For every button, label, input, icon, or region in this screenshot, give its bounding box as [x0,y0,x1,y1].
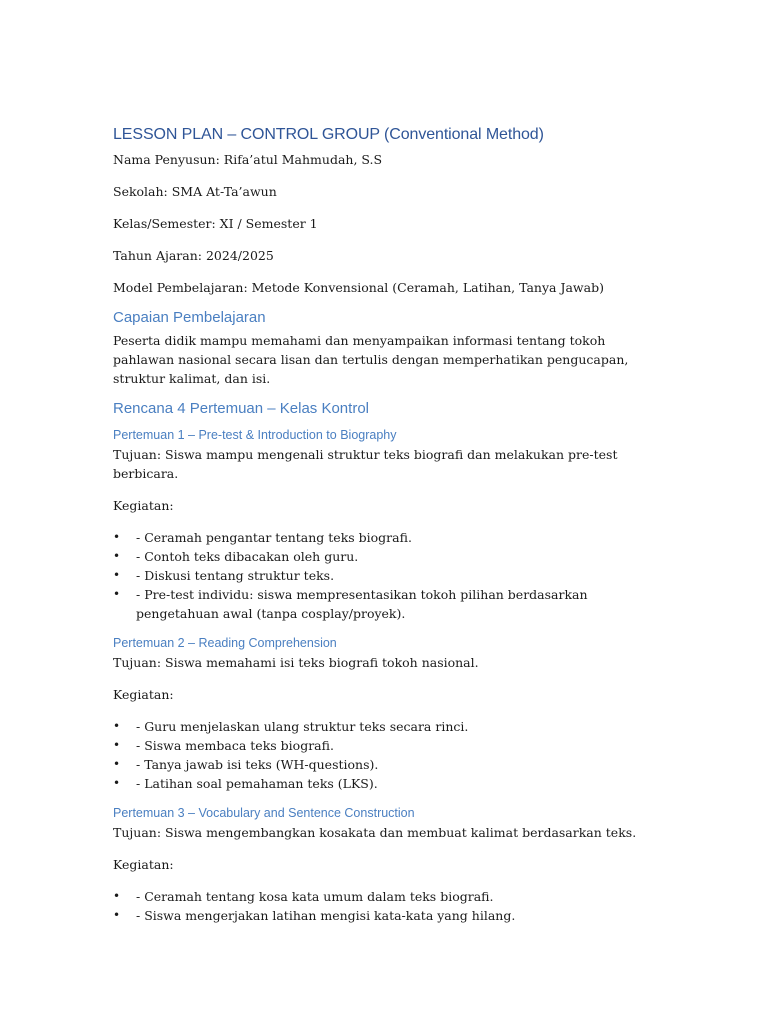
list-item [113,585,661,623]
list-item-text: - Diskusi tentang struktur teks. [136,568,335,583]
bullet-icon: • [113,757,121,771]
rencana-heading: Rencana 4 Pertemuan – Kelas Kontrol [113,400,369,417]
list-item [113,887,661,906]
meeting-3-activity-list [113,887,661,925]
list-item-text: - Ceramah tentang kosa kata umum dalam teks biografi. [136,889,494,904]
bullet-icon: • [113,530,121,544]
list-item-text: - Siswa mengerjakan latihan mengisi kata-kata yang hilang. [136,908,516,923]
document-title: LESSON PLAN – CONTROL GROUP (Conventional Method) [113,126,544,143]
list-item-text: - Siswa membaca teks biografi. [136,738,334,753]
capaian-text: Peserta didik mampu memahami dan menyampaikan informasi tentang tokoh pahlawan nasional secara lisan dan tertulis dengan memperhatikan pengucapan, struktur kalimat, dan isi. [113,333,629,386]
meta-author: Nama Penyusun: Rifa’atul Mahmudah, S.S [113,152,383,167]
list-item [113,906,661,925]
bullet-icon: • [113,549,121,563]
capaian-heading: Capaian Pembelajaran [113,309,266,326]
list-item [113,528,661,547]
bullet-icon: • [113,568,121,582]
list-item [113,717,661,736]
list-item-text: - Latihan soal pemahaman teks (LKS). [136,776,378,791]
list-item [113,736,661,755]
bullet-icon: • [113,587,121,601]
meeting-3-goal: Tujuan: Siswa mengembangkan kosakata dan membuat kalimat berdasarkan teks. [113,825,637,840]
meta-academic-year: Tahun Ajaran: 2024/2025 [113,248,274,263]
bullet-icon: • [113,776,121,790]
meeting-3-heading: Pertemuan 3 – Vocabulary and Sentence Construction [113,806,415,820]
list-item-text: - Ceramah pengantar tentang teks biografi. [136,530,412,545]
list-item-text: - Tanya jawab isi teks (WH-questions). [136,757,379,772]
bullet-icon: • [113,889,121,903]
list-item [113,774,661,793]
meeting-2-activity-list [113,717,661,793]
list-item-text: - Guru menjelaskan ulang struktur teks secara rinci. [136,719,469,734]
meeting-2-section [113,634,661,793]
meeting-1-goal: Tujuan: Siswa mampu mengenali struktur teks biografi dan melakukan pre-test berbicara. [113,447,618,481]
meeting-3-activities-label: Kegiatan: [113,857,174,872]
meeting-3-section [113,804,661,925]
meeting-1-activity-list [113,528,661,623]
document-page [113,124,661,936]
meeting-2-goal: Tujuan: Siswa memahami isi teks biografi tokoh nasional. [113,655,479,670]
list-item [113,547,661,566]
list-item [113,566,661,585]
list-item [113,755,661,774]
list-item-text: - Contoh teks dibacakan oleh guru. [136,549,359,564]
bullet-icon: • [113,908,121,922]
meeting-1-heading: Pertemuan 1 – Pre-test & Introduction to Biography [113,428,397,442]
meta-school: Sekolah: SMA At-Ta’awun [113,184,277,199]
list-item-text: - Pre-test individu: siswa mempresentasikan tokoh pilihan berdasarkan pengetahuan awal (tanpa cosplay/proyek). [136,587,588,621]
meta-class-semester: Kelas/Semester: XI / Semester 1 [113,216,318,231]
meeting-1-section [113,426,661,623]
meeting-2-heading: Pertemuan 2 – Reading Comprehension [113,636,337,650]
meeting-1-activities-label: Kegiatan: [113,498,174,513]
bullet-icon: • [113,738,121,752]
meeting-2-activities-label: Kegiatan: [113,687,174,702]
bullet-icon: • [113,719,121,733]
meta-learning-model: Model Pembelajaran: Metode Konvensional (Ceramah, Latihan, Tanya Jawab) [113,280,604,295]
